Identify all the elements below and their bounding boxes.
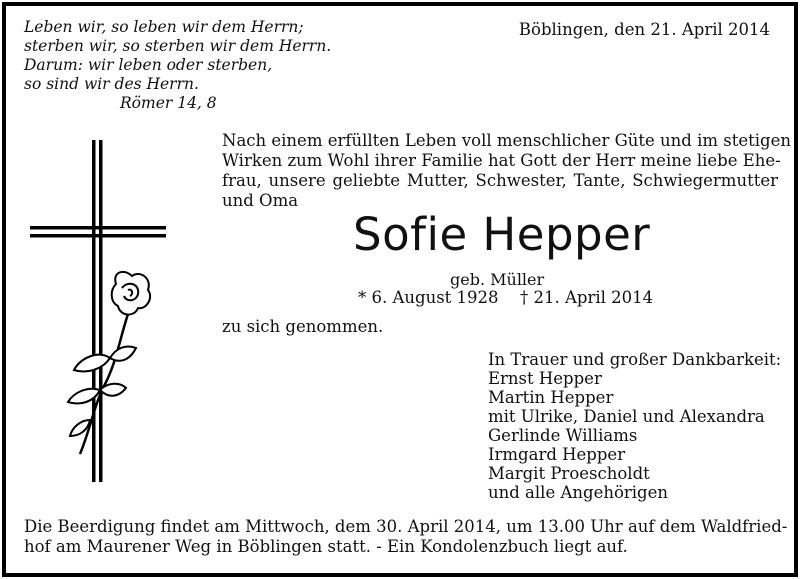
verse-line: so sind wir des Herrn. [24,75,199,93]
funeral-line: Die Beerdigung findet am Mittwoch, dem 30. April 2014, um 13.00 Uhr auf dem Waldfried- [24,517,788,536]
deceased-name: Sofie Hepper [353,208,651,261]
intro-line: Wirken zum Wohl ihrer Familie hat Gott der Herr meine liebe Ehe- [222,151,781,170]
place-date: Böblingen, den 21. April 2014 [518,20,770,39]
maiden-name: geb. Müller [450,270,545,289]
intro-line: frau, unsere geliebte Mutter, Schwester, Tante, Schwiegermutter [222,171,778,190]
intro-line: Nach einem erfüllten Leben voll menschlicher Güte und im stetigen [222,131,791,150]
funeral-info [24,517,788,557]
verse-line: Darum: wir leben oder sterben, [24,56,273,74]
intro-line: und Oma [222,191,299,210]
funeral-line: hof am Maurener Weg in Böblingen statt. - Ein Kondolenzbuch liegt auf. [24,537,628,556]
birth-date: * 6. August 1928 [358,288,499,307]
mourner-name: mit Ulrike, Daniel und Alexandra [488,407,765,426]
mourners-block [488,350,781,502]
mourner-name: Irmgard Hepper [488,445,626,464]
cross-with-rose-icon [28,138,178,488]
bible-verse [24,18,331,113]
mourner-name: Gerlinde Williams [488,426,638,445]
intro-text [222,131,791,211]
verse-line: Leben wir, so leben wir dem Herrn; [24,18,304,36]
verse-line: sterben wir, so sterben wir dem Herrn. [24,37,332,55]
mourner-name: Margit Proescholdt [488,464,650,483]
mourner-name: Martin Hepper [488,388,614,407]
verse-reference: Römer 14, 8 [120,94,217,112]
death-date: † 21. April 2014 [520,288,654,307]
taken-text: zu sich genommen. [222,317,384,336]
mourners-heading: In Trauer und großer Dankbarkeit: [488,350,782,369]
mourner-name: Ernst Hepper [488,369,602,388]
mourner-name: und alle Angehörigen [488,483,669,502]
